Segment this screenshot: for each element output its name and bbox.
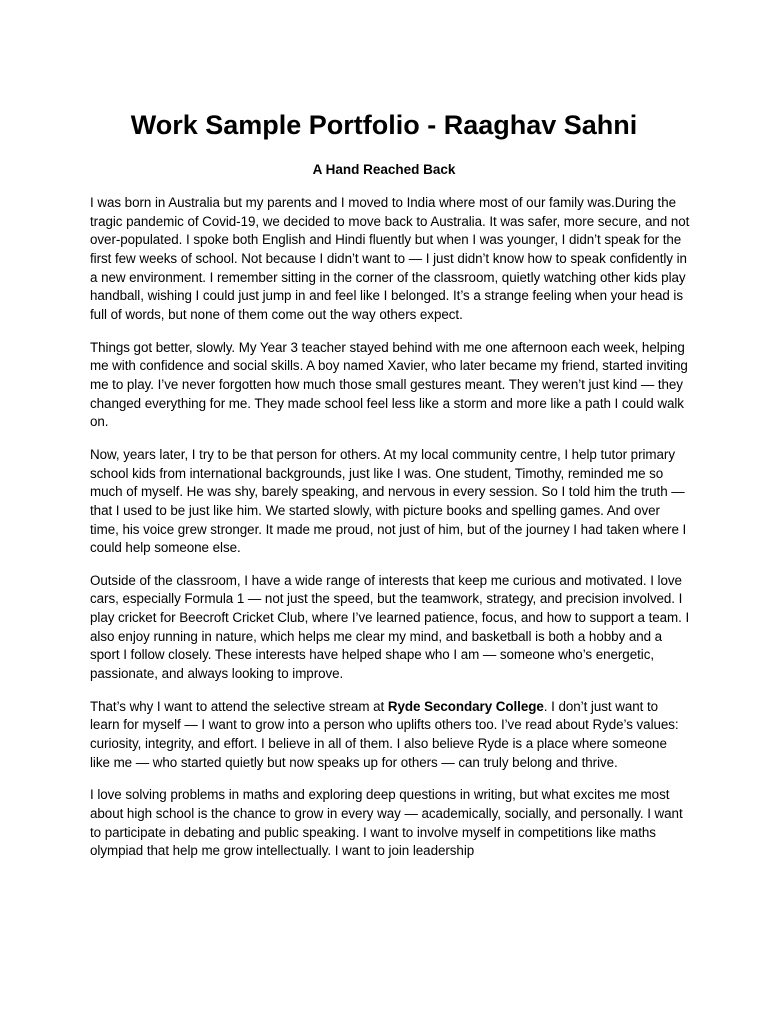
paragraph-ryde bbox=[90, 698, 690, 773]
paragraph-tutoring: Now, years later, I try to be that person for others. At my local community centre, I help tutor primary school kids from international backgrounds, just like I was. One student, Timothy, reminded me so much of myself. He was shy, barely speaking, and nervous in every session. So I told him the truth — that I used to be just like him. We started slowly, with picture books and spelling games. And over time, his voice grew stronger. It made me proud, not just of him, but of the journey I had taken where I could help someone else. bbox=[90, 446, 687, 556]
document-title: Work Sample Portfolio - Raaghav Sahni bbox=[130, 110, 638, 140]
ryde-text-after: . I don’t just want to learn for myself — I want to grow into a person who uplifts others too. I’ve read about Ryde’s values: curiosity, integrity, and effort. I believe in all of them. I also believe Ryde is a place where someone like me — who started quietly but now speaks up for others — can truly belong and thrive. bbox=[90, 698, 679, 770]
document-subtitle: A Hand Reached Back bbox=[312, 162, 456, 177]
school-name: Ryde Secondary College bbox=[387, 698, 544, 714]
paragraph-interests: Outside of the classroom, I have a wide range of interests that keep me curious and motivated. I love cars, especially Formula 1 — not just the speed, but the teamwork, strategy, and precision involved. I play cricket for Beecroft Cricket Club, where I’ve learned patience, focus, and how to support a team. I also enjoy running in nature, which helps me clear my mind, and basketball is both a hobby and a sport I follow closely. These interests have helped shape who I am — someone who’s energetic, passionate, and always looking to improve. bbox=[90, 572, 690, 682]
paragraph-high-school: I love solving problems in maths and exploring deep questions in writing, but what excites me most about high school is the chance to grow in every way — academically, socially, and personally. I want to participate in debating and public speaking. I want to involve myself in competitions like maths olympiad that help me grow intellectually. I want to join leadership bbox=[90, 787, 683, 859]
ryde-text-before: That’s why I want to attend the selective stream at bbox=[90, 698, 388, 714]
paragraph-getting-better: Things got better, slowly. My Year 3 teacher stayed behind with me one afternoon each week, helping me with confidence and social skills. A boy named Xavier, who later became my friend, started inviting me to play. I’ve never forgotten how much those small gestures meant. They weren’t just kind — they changed everything for me. They made school feel less like a storm and more like a path I could walk on. bbox=[90, 339, 688, 430]
document-body bbox=[90, 194, 690, 875]
paragraph-origin: I was born in Australia but my parents and I moved to India where most of our family was.During the tragic pandemic of Covid-19, we decided to move back to Australia. It was safer, more secure, and not over-populated. I spoke both English and Hindi fluently but when I was younger, I didn’t speak for the first few weeks of school. Not because I didn’t want to — I just didn’t know how to speak confidently in a new environment. I remember sitting in the corner of the classroom, quietly watching other kids play handball, wishing I could just jump in and feel like I belonged. It’s a strange feeling when your head is full of words, but none of them come out the way others expect. bbox=[90, 195, 690, 322]
